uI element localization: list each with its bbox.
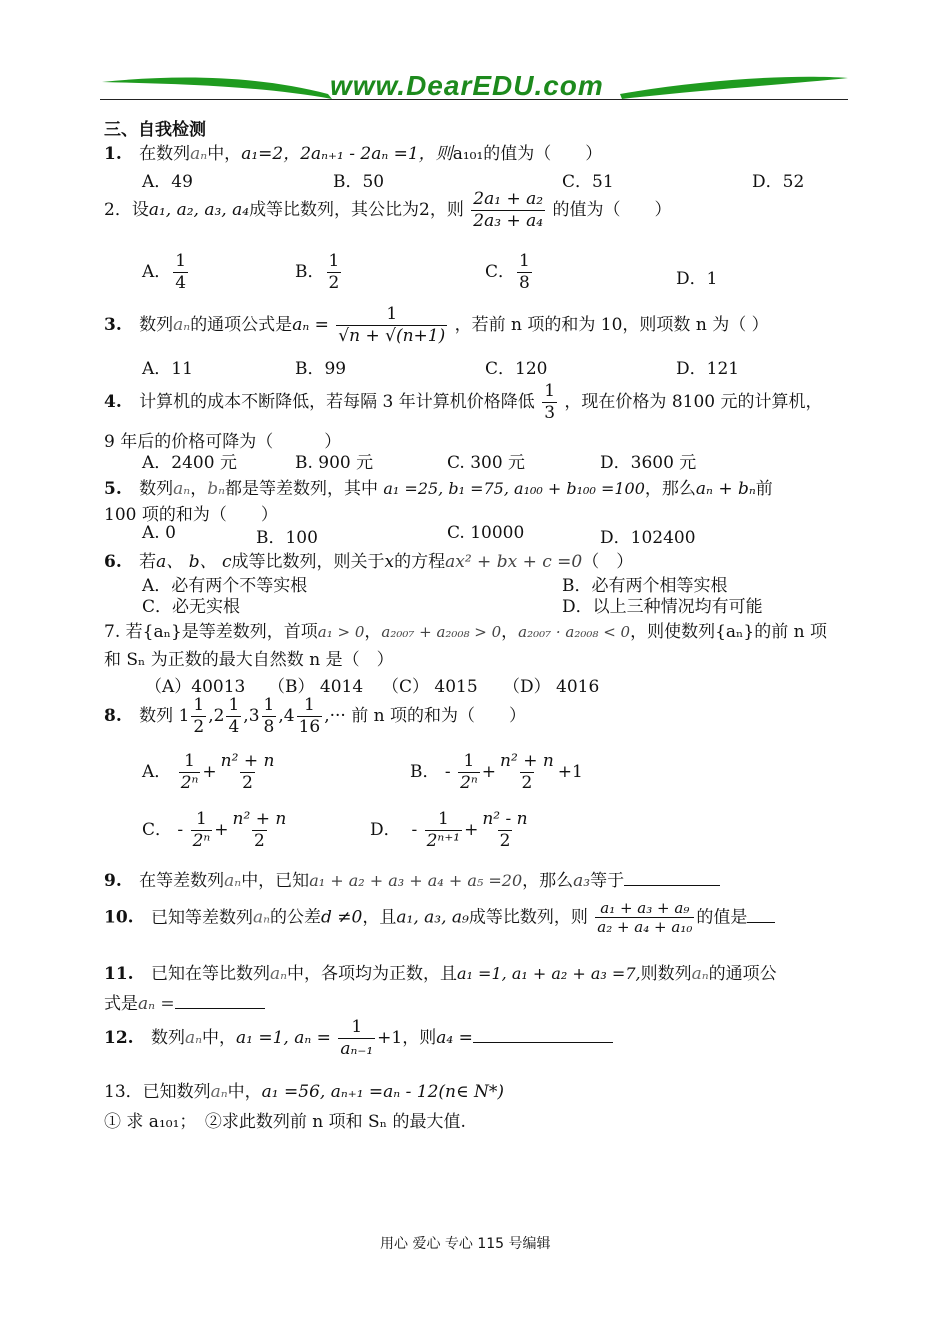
sequence-bn: bₙ: [207, 479, 225, 499]
fraction-numerator: 1: [228, 695, 240, 715]
option-c: C. 300 元: [447, 453, 526, 473]
sequence-an: aₙ: [184, 1027, 203, 1048]
math-condition: a₁ > 0: [317, 623, 365, 641]
question-number: 11.: [104, 964, 134, 984]
question-text: 成等比数列，其公比为2，则: [249, 199, 464, 220]
sequence-an: aₙ: [691, 964, 709, 984]
question-text: 和 Sₙ 为正数的最大自然数 n 是（ ）: [104, 650, 394, 670]
fraction-denominator: 2ⁿ: [192, 830, 211, 851]
option-label: C．: [142, 819, 173, 840]
question-text: 的通项公: [708, 964, 777, 984]
fraction: [480, 810, 529, 851]
question-text: 数列: [139, 705, 174, 726]
question-text: 成等比数列，则关于: [231, 552, 385, 572]
question-13: [104, 1077, 504, 1102]
fraction-denominator: 2ⁿ⁺¹: [426, 830, 461, 851]
option-a: A．49: [142, 172, 193, 192]
question-text: 100 项的和为（ ）: [104, 505, 278, 525]
fraction-numerator: n² + n: [232, 809, 287, 829]
fraction-numerator: 1: [386, 304, 398, 324]
fraction: [338, 1018, 375, 1059]
fraction: [179, 752, 201, 793]
question-number: 10.: [104, 907, 134, 928]
header-logo[interactable]: www.DearEDU.com: [330, 70, 604, 101]
fraction-denominator: 2: [254, 830, 265, 851]
fraction-denominator: 4: [228, 716, 240, 737]
fraction-denominator: 2: [242, 772, 253, 793]
option-a: A．必有两个不等实根: [142, 576, 308, 596]
sequence-an: aₙ: [190, 144, 208, 164]
fraction-denominator: 4: [175, 272, 187, 293]
fraction-numerator: 1: [193, 695, 205, 715]
math-condition: a₂₀₀₇ + a₂₀₀₈ > 0: [381, 623, 502, 641]
option-c: C．120: [485, 359, 548, 379]
fraction-numerator: n² - n: [482, 809, 528, 829]
sequence-an: aₙ: [252, 907, 271, 928]
question-text: 的通项公式是: [190, 314, 293, 335]
question-text: 成等比数列，则: [468, 907, 588, 928]
sequence-term: [283, 695, 324, 737]
question-text: ，现在价格为 8100 元的计算机，: [564, 391, 823, 412]
question-text: 中，已知: [241, 871, 310, 891]
fraction-numerator: n² + n: [220, 751, 275, 771]
option-tail: +1: [557, 761, 583, 782]
option-d: D．以上三种情况均有可能: [562, 597, 763, 617]
fraction-numerator: 1: [544, 381, 556, 401]
fraction-numerator: 1: [196, 809, 207, 829]
sequence-sum: aₙ + bₙ: [695, 479, 756, 499]
math-condition: a₂₀₀₇ · a₂₀₀₈ < 0: [518, 623, 631, 641]
option-a: [142, 252, 190, 293]
question-6: [104, 547, 633, 572]
fraction-denominator: 16: [298, 716, 321, 737]
fraction: [498, 752, 556, 793]
fraction-denominator: 2: [193, 716, 205, 737]
math-condition: d ≠0: [321, 907, 363, 928]
fraction: [173, 252, 188, 293]
question-number: 2．: [104, 199, 132, 220]
math-condition: a₁ =1, aₙ =: [236, 1027, 331, 1048]
option-b: [295, 252, 343, 293]
option-c: C．必无实根: [142, 597, 241, 617]
option-value: 1: [706, 269, 718, 289]
question-10: [104, 900, 775, 936]
option-a: A．2400 元: [142, 453, 237, 473]
fraction-denominator: 2a₃ + a₄: [473, 210, 544, 231]
answer-blank[interactable]: [624, 868, 720, 886]
question-text: 计算机的成本不断降低，若每隔 3 年计算机价格降低: [139, 391, 535, 412]
question-text: 中，各项均为正数，且: [287, 964, 458, 984]
question-text: 中，: [207, 144, 242, 164]
option-d: D．52: [752, 172, 805, 192]
option-a: A．11: [142, 359, 193, 379]
question-3: [104, 305, 769, 346]
fraction: [458, 752, 480, 793]
question-11: [104, 959, 777, 984]
option-label: D．: [370, 819, 401, 840]
sequence-term: [248, 695, 279, 737]
question-8: 8. 数列 1 $\frac{1}{2}$ ,2 $\frac{1}{4}$ ,3 $\frac{1}{8}$ ,4 $\frac{1}{16}$ ,··· 前 n 项的和为（ ）: [104, 695, 527, 737]
question-text: 若{aₙ}是等差数列，首项: [125, 622, 318, 642]
question-text: 9 年后的价格可降为（ ）: [104, 432, 342, 452]
fraction-numerator: 1: [351, 1017, 363, 1037]
option-label: B．: [410, 761, 440, 782]
fraction-denominator: √n + √(n+1): [338, 325, 446, 346]
question-11-line2: [104, 989, 265, 1014]
question-text: 已知数列: [142, 1082, 211, 1102]
question-12: [104, 1018, 613, 1059]
option-label: C．: [485, 261, 516, 282]
question-text: 前 n 项的和为（ ）: [351, 705, 527, 726]
page-footer: 用心 爱心 专心 115 号编辑: [380, 1236, 551, 1252]
fraction-denominator: 2ⁿ: [460, 772, 478, 793]
question-text: ，那么: [644, 479, 696, 499]
fraction: [226, 696, 241, 737]
fraction-denominator: a₂ + a₄ + a₁₀: [597, 918, 693, 937]
question-text: 在数列: [139, 144, 191, 164]
question-text: 数列: [150, 1027, 185, 1048]
sequence-term: [213, 695, 244, 737]
fraction-numerator: 1: [303, 695, 315, 715]
question-number: 5.: [104, 479, 122, 499]
option-c: C． - $\frac{1}{\text{2ⁿ}}$ + $\frac{\text{n² + n}}{2}$: [142, 809, 287, 851]
math-vars: a₁, a₃, a₉: [396, 907, 469, 928]
question-text: 数列: [139, 479, 174, 499]
question-text: ，则使数列{aₙ}的前 n 项: [630, 622, 827, 642]
fraction-denominator: 2: [328, 272, 340, 293]
option-b: B． - $\frac{1}{\text{2ⁿ}}$ + $\frac{\text{n² + n}}{2}$ +1: [410, 751, 583, 793]
math-condition: a₁ + a₂ + a₃ + a₄ + a₅ =20: [309, 871, 523, 890]
fraction: [191, 810, 213, 851]
math-target: a₃: [573, 871, 591, 891]
question-text: ，则: [402, 1027, 437, 1048]
question-text: 都是等差数列，其中: [224, 479, 378, 499]
fraction-denominator: 3: [544, 402, 556, 423]
fraction: [219, 752, 277, 793]
math-condition: a₁ =25, b₁ =75, a₁₀₀ + b₁₀₀ =100: [383, 479, 645, 498]
fraction-numerator: 1: [463, 751, 475, 771]
question-2: [104, 190, 671, 231]
fraction-numerator: 2a₁ + a₂: [473, 189, 544, 209]
option-b: B. 900 元: [295, 453, 374, 473]
fraction-denominator: 8: [519, 272, 530, 293]
option-d: D．102400: [600, 528, 696, 548]
question-number: 4.: [104, 391, 122, 412]
question-text: ，那么: [522, 871, 574, 891]
fraction: [425, 810, 463, 851]
option-label: D．: [676, 269, 707, 289]
whole-part: 3: [248, 705, 260, 726]
question-number: 1.: [104, 144, 122, 164]
fraction-denominator: 2: [521, 772, 533, 793]
fraction: [297, 696, 323, 737]
fraction-numerator: 1: [184, 751, 195, 771]
math-var: x: [384, 552, 395, 572]
option-c: （C） 4015: [382, 677, 478, 697]
question-text: ，且: [362, 907, 397, 928]
option-label: A．: [142, 261, 172, 282]
fraction-numerator: n² + n: [500, 751, 554, 771]
question-text: 的方程: [394, 552, 446, 572]
question-text: 若: [139, 552, 157, 572]
answer-blank[interactable]: [175, 991, 265, 1009]
question-text: 中，: [202, 1027, 237, 1048]
math-lhs: aₙ =: [292, 314, 329, 335]
option-b: B．50: [333, 172, 385, 192]
sequence-term: [178, 695, 209, 737]
option-b: B．必有两个相等实根: [562, 576, 728, 596]
question-text: 设: [131, 199, 149, 220]
whole-part: 2: [213, 705, 225, 726]
fraction-numerator: 1: [328, 251, 340, 271]
math-tail: +1: [377, 1027, 403, 1048]
option-d: [676, 264, 717, 289]
question-1: [104, 139, 602, 164]
option-c: C. 10000: [447, 523, 525, 543]
fraction-numerator: 1: [263, 695, 275, 715]
fraction-numerator: 1: [437, 809, 449, 829]
option-c: [485, 252, 534, 293]
question-9: [104, 866, 720, 891]
math-target: a₄ =: [436, 1027, 473, 1048]
option-c: C．51: [562, 172, 614, 192]
option-a: A． $\frac{1}{\text{2ⁿ}}$ + $\frac{\text{n² + n}}{2}$: [142, 751, 275, 793]
fraction-numerator: a₁ + a₃ + a₉: [600, 899, 690, 917]
question-text: 式是: [104, 994, 138, 1014]
fraction-denominator: 8: [263, 716, 275, 737]
option-b: B．100: [256, 528, 318, 548]
math-vars: a₁, a₂, a₃, a₄: [148, 199, 250, 220]
whole-part: 4: [283, 705, 295, 726]
question-text: a₁₀₁的值为（ ）: [452, 144, 603, 164]
fraction: [595, 900, 694, 936]
question-text: 则数列: [640, 964, 692, 984]
question-text: 的值为（ ）: [552, 199, 672, 220]
math-condition: a₁=2，2aₙ₊₁ - 2aₙ =1，则: [241, 144, 453, 164]
section-title: 三、自我检测: [104, 120, 206, 140]
question-text: 中，: [227, 1082, 262, 1102]
question-text: 的公差: [270, 907, 322, 928]
sequence-an: aₙ: [173, 479, 191, 499]
question-text: 已知等差数列: [150, 907, 253, 928]
fraction: [327, 252, 342, 293]
question-5: [104, 474, 773, 499]
option-d: D．121: [676, 359, 740, 379]
fraction-denominator: 2ⁿ: [180, 772, 199, 793]
sequence-an: aₙ: [210, 1082, 228, 1102]
question-number: 12.: [104, 1027, 134, 1048]
option-d: D．3600 元: [600, 453, 697, 473]
option-a: A. 0: [142, 523, 176, 543]
option-b: B．99: [295, 359, 347, 379]
header-rule: [100, 99, 848, 100]
sequence-an: aₙ: [224, 871, 242, 891]
answer-blank[interactable]: [473, 1025, 613, 1043]
fraction-denominator: aₙ₋₁: [340, 1038, 374, 1059]
question-7: 7. 若{aₙ}是等差数列，首项a₁ > 0，a₂₀₀₇ + a₂₀₀₈ > 0，a₂₀₀₇ · a₂₀₀₈ < 0，则使数列{aₙ}的前 n 项: [104, 622, 827, 642]
fraction: [517, 252, 532, 293]
math-vars: a、 b、 c: [156, 552, 232, 572]
option-label: B．: [295, 261, 325, 282]
question-text: 在等差数列: [139, 871, 225, 891]
question-text: 的值是: [696, 907, 748, 928]
question-number: 8.: [104, 705, 122, 726]
question-text: 已知在等比数列: [150, 964, 270, 984]
option-d: D． - $\frac{1}{\text{2ⁿ⁺¹}}$ + $\frac{\text{n² - n}}{2}$: [370, 809, 528, 851]
math-lhs: aₙ =: [138, 994, 175, 1014]
question-text: 前: [755, 479, 773, 499]
fraction: [231, 810, 289, 851]
fraction-numerator: 1: [175, 251, 187, 271]
fraction: [542, 382, 557, 423]
fraction: [336, 305, 447, 346]
fraction-denominator: 2: [499, 830, 511, 851]
option-label: A．: [142, 761, 172, 782]
option-d: （D） 4016: [503, 677, 600, 697]
option-b: （B） 4014: [268, 677, 364, 697]
question-text: ，: [190, 479, 208, 499]
math-condition: a₁ =1, a₁ + a₂ + a₃ =7,: [457, 964, 641, 983]
whole-part: 1: [178, 705, 190, 726]
sequence-an: aₙ: [173, 314, 191, 335]
question-text: ，若前 n 项的和为 10，则项数 n 为（ ）: [454, 314, 769, 335]
option-a: （A）40013: [145, 677, 246, 697]
question-number: 9.: [104, 871, 122, 891]
question-4: [104, 382, 823, 423]
sequence-an: aₙ: [269, 964, 288, 984]
question-13-line2: ① 求 a₁₀₁； ②求此数列前 n 项和 Sₙ 的最大值.: [104, 1112, 466, 1132]
question-number: 6.: [104, 552, 122, 572]
question-number: 13．: [104, 1082, 143, 1102]
answer-blank[interactable]: [747, 905, 775, 923]
fraction: [262, 696, 277, 737]
fraction: [191, 696, 206, 737]
math-condition: a₁ =56, aₙ₊₁ =aₙ - 12(n∈ N*): [261, 1082, 504, 1102]
fraction: [471, 190, 545, 231]
fraction-numerator: 1: [519, 251, 530, 271]
question-number: 7.: [104, 622, 121, 642]
question-text: 等于: [590, 871, 625, 891]
question-number: 3.: [104, 314, 122, 335]
question-text: 数列: [139, 314, 174, 335]
question-text: （ ）: [582, 552, 634, 572]
math-equation: ax² + bx + c =0: [445, 552, 583, 572]
